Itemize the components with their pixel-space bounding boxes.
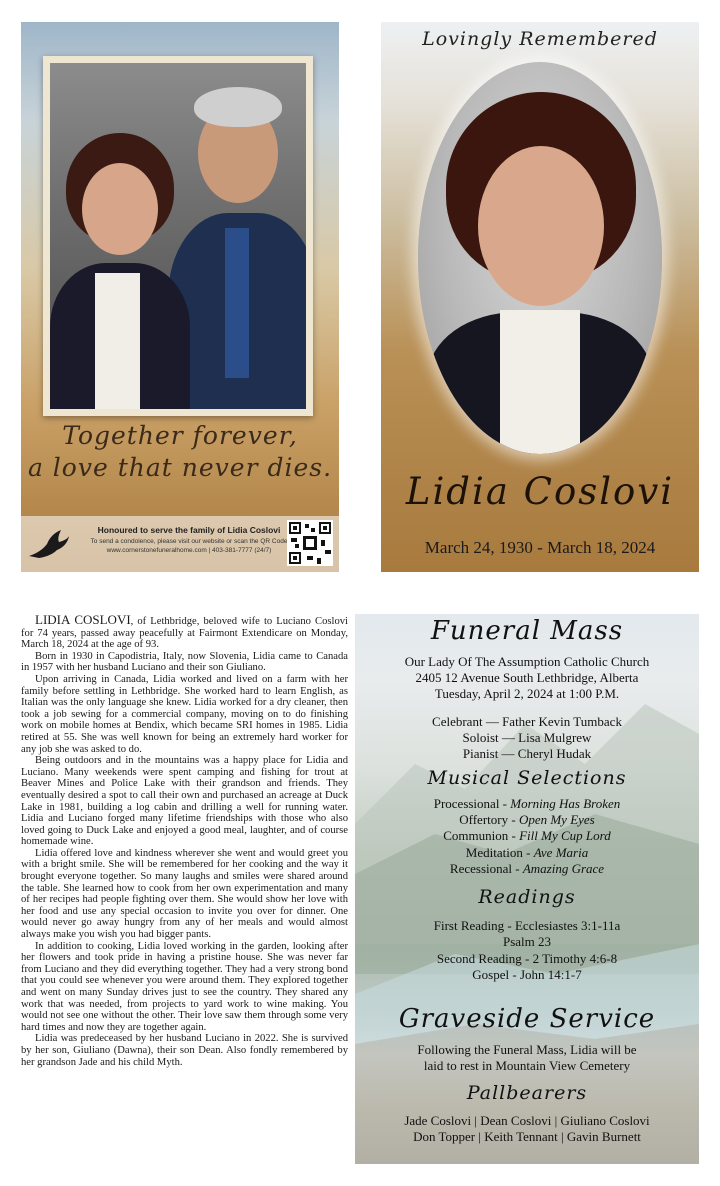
obituary-paragraph: Being outdoors and in the mountains was a happy place for Lidia and Luciano. Many weekends were spent camping and fishing for trout at Beaver Mines and Police Lake with their grandson and friends. They eventually desired a spot to call their own and purchased an acreage at Duck Lake in 1981, building a log cabin and drilling a well for running water. Lidia and Luciano forged many lifetime friendships with those who also loved going to Duck Lake and enjoyed a good meal, laughter, and of course homemade wine. [21, 755, 348, 848]
obituary-paragraph: Upon arriving in Canada, Lidia worked and lived on a farm with her family before settling in Lethbridge. She worked hard to learn English, as Italian was the only language she knew. Lidia worked for a dry cleaner, then took a job sewing for a commercial company, moving on to do finishing work on mobile homes at Bendix, which became SRI homes in 1985. Lidia retired at 55. She was well known for being an extremely hard worker for any job she was asked to do. [21, 673, 348, 755]
reading-item: Second Reading - 2 Timothy 4:6-8 [436, 951, 618, 966]
back-cover-panel [21, 22, 339, 572]
obituary-panel [21, 614, 348, 1164]
reading-item: Gospel - John 14:1-7 [472, 967, 582, 982]
readings-heading: Readings [478, 886, 576, 908]
music-item [355, 828, 699, 844]
officiant-soloist: Soloist — Lisa Mulgrew [462, 730, 592, 745]
tagline [21, 420, 339, 484]
obituary-lead-name: LIDIA COSLOVI [35, 614, 131, 627]
dove-logo-icon [27, 526, 71, 562]
music-title: Ave Maria [533, 845, 589, 860]
couple-photo [50, 63, 306, 409]
obituary-paragraph: Lidia was predeceased by her husband Luciano in 2022. She is survived by her son, Giuliano (Dawna), their son Dean. Also fondly remembered by her grandson Jade and his child Myth. [21, 1033, 348, 1068]
reading-item: Psalm 23 [502, 934, 552, 949]
musical-selections-heading: Musical Selections [427, 767, 627, 789]
condolence-line: To send a condolence, please visit our website or scan the QR Code [90, 538, 288, 545]
tagline-line-2: a love that never dies. [27, 453, 333, 482]
obituary-text: , of Lethbridge, beloved wife to Luciano Coslovi for 74 years, passed away peacefully at Fairmont Extendicare on Monday, March 18, 2024 at the age of 93. [21, 616, 348, 651]
officiant-celebrant: Celebrant — Father Kevin Tumback [432, 714, 622, 729]
obituary-paragraph [21, 614, 348, 651]
music-item [355, 845, 699, 861]
contact-line: www.cornerstonefuneralhome.com | 403-381-7777 (24/7) [106, 547, 272, 554]
tagline-line-1: Together forever, [62, 421, 298, 450]
music-role: Recessional - [449, 861, 523, 876]
pallbearers-heading: Pallbearers [466, 1082, 588, 1104]
music-item [355, 861, 699, 877]
music-item [355, 812, 699, 828]
officiant-pianist: Pianist — Cheryl Hudak [462, 746, 592, 761]
service-datetime: Tuesday, April 2, 2024 at 1:00 P.M. [434, 686, 620, 701]
reading-item: First Reading - Ecclesiastes 3:1-11a [433, 918, 621, 933]
obituary-paragraph: In addition to cooking, Lidia loved working in the garden, looking after her flowers and took pride in having a pristine house. She was never far from Luciano and they did everything together. They had a very strong bond that you could see whenever you were around them. They explored together and went on many Sunday drives just to see the country. They shared any work that was needed, from projects to yard work to wine making. You would not see one without the other. Their love saw them through some very hard times and now they are together again. [21, 940, 348, 1033]
graveside-text-2: laid to rest in Mountain View Cemetery [423, 1058, 631, 1073]
couple-photo-frame [43, 56, 313, 416]
obituary-paragraph: Born in 1930 in Capodistria, Italy, now Slovenia, Lidia came to Canada in 1957 with her husband Luciano and their son Giuliano. [21, 650, 348, 674]
music-role: Communion - [443, 828, 520, 843]
funeral-mass-heading: Funeral Mass [430, 616, 624, 646]
qr-code-icon[interactable] [287, 520, 333, 566]
pallbearers-line-1: Jade Coslovi | Dean Coslovi | Giuliano Coslovi [404, 1113, 650, 1128]
service-panel [355, 614, 699, 1164]
music-title: Amazing Grace [522, 861, 605, 876]
pallbearers-line-2: Don Topper | Keith Tennant | Gavin Burnett [413, 1129, 641, 1144]
life-dates: March 24, 1930 - March 18, 2024 [424, 538, 656, 557]
music-title: Open My Eyes [518, 812, 595, 827]
music-title: Fill My Cup Lord [519, 828, 611, 843]
front-cover-panel [381, 22, 699, 572]
church-address: 2405 12 Avenue South Lethbridge, Alberta [415, 670, 639, 685]
deceased-name: Lidia Coslovi [405, 470, 675, 513]
condolence-text [79, 537, 299, 555]
honour-text: Honoured to serve the family of Lidia Coslovi [97, 525, 281, 535]
music-role: Processional - [433, 796, 511, 811]
music-item [355, 796, 699, 812]
music-role: Meditation - [465, 845, 534, 860]
music-title: Morning Has Broken [510, 796, 621, 811]
graveside-text-1: Following the Funeral Mass, Lidia will be [417, 1042, 637, 1057]
funeral-home-footer [21, 516, 339, 572]
church-name: Our Lady Of The Assumption Catholic Church [404, 654, 650, 669]
graveside-service-heading: Graveside Service [398, 1004, 656, 1034]
lovingly-remembered-heading: Lovingly Remembered [422, 28, 658, 50]
obituary-paragraph: Lidia offered love and kindness wherever she went and would greet you with a bright smile. She will be remembered for her cooking and the way it brought everyone together. So many laughs and smiles were shared around the table. She learned how to cook from her own experimentation and many of her recipes had people fighting over them. She would show her love with her food and use any special occasion to invite you over for dinner. One would never go away hungry from any of her meals and would almost always make you wish you had bigger pants. [21, 847, 348, 941]
portrait-photo [418, 62, 662, 454]
music-role: Offertory - [459, 812, 519, 827]
